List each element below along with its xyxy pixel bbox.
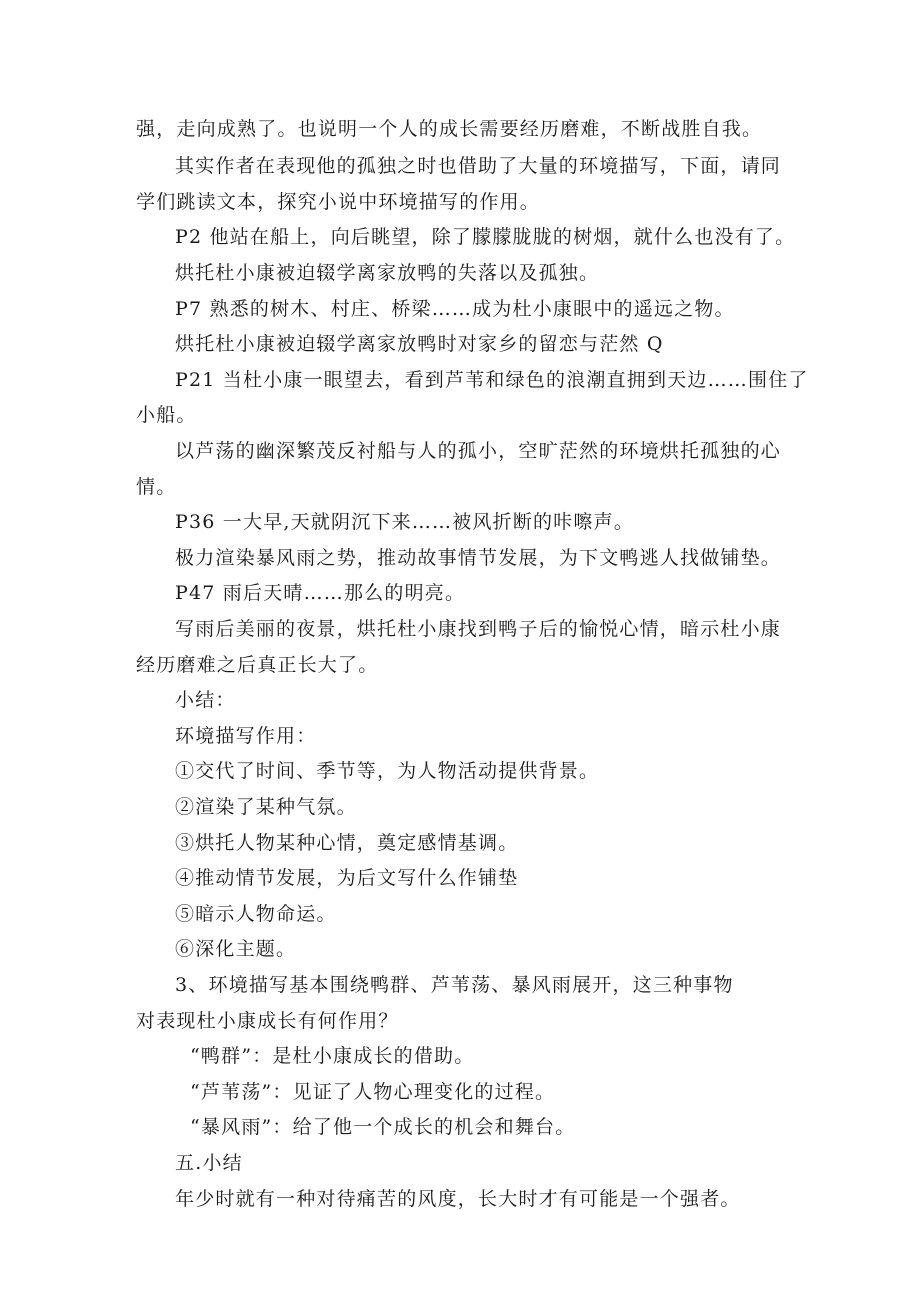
text-line: ⑤暗示人物命运。 xyxy=(175,903,337,925)
text-line: 烘托杜小康被迫辍学离家放鸭的失落以及孤独。 xyxy=(175,262,600,284)
text-line: 其实作者在表现他的孤独之时也借助了大量的环境描写，下面，请同 xyxy=(175,155,782,177)
text-line: ⑥深化主题。 xyxy=(175,938,297,960)
text-line: ③烘托人物某种心情，奠定感情基调。 xyxy=(175,832,519,854)
text-line: 经历磨难之后真正长大了。 xyxy=(136,654,379,676)
text-line: 烘托杜小康被迫辍学离家放鸭时对家乡的留恋与茫然 Q xyxy=(175,333,664,355)
text-line: 学们跳读文本，探究小说中环境描写的作用。 xyxy=(136,191,541,213)
text-line: 强，走向成熟了。也说明一个人的成长需要经历磨难，不断战胜自我。 xyxy=(136,118,763,140)
text-line: “暴风雨”：给了他一个成长的机会和舞台。 xyxy=(190,1116,576,1138)
text-line: 年少时就有一种对待痛苦的风度，长大时才有可能是一个强者。 xyxy=(175,1188,741,1210)
text-line: ②渲染了某种气氛。 xyxy=(175,796,357,818)
text-line: P7 熟悉的树木、村庄、桥梁……成为杜小康眼中的遥远之物。 xyxy=(175,298,735,320)
text-line: ①交代了时间、季节等，为人物活动提供背景。 xyxy=(175,760,600,782)
section-heading: 五.小结 xyxy=(175,1152,243,1174)
text-line: 小结： xyxy=(175,689,236,711)
text-line: 环境描写作用： xyxy=(175,725,317,747)
text-line: 情。 xyxy=(136,476,177,498)
text-line: ④推动情节发展，为后文写什么作铺垫 xyxy=(175,867,519,889)
text-line: 对表现杜小康成长有何作用？ xyxy=(136,1010,399,1032)
text-line: “鸭群”：是杜小康成长的借助。 xyxy=(190,1045,475,1067)
text-line: 以芦荡的幽深繁茂反衬船与人的孤小，空旷茫然的环境烘托孤独的心 xyxy=(175,440,782,462)
text-line: 小船。 xyxy=(136,404,197,426)
text-line: P2 他站在船上，向后眺望，除了朦朦胧胧的树烟，就什么也没有了。 xyxy=(175,226,796,248)
text-line: P21 当杜小康一眼望去，看到芦苇和绿色的浪潮直拥到天边……围住了 xyxy=(175,369,809,391)
text-line: P36 一大早,天就阴沉下来……被风折断的咔嚓声。 xyxy=(175,511,635,533)
text-line: 极力渲染暴风雨之势，推动故事情节发展，为下文鸭逃人找做铺垫。 xyxy=(175,547,782,569)
text-line: 3、环境描写基本围绕鸭群、芦苇荡、暴风雨展开，这三种事物 xyxy=(175,974,734,996)
text-line: P47 雨后天晴……那么的明亮。 xyxy=(175,582,466,604)
text-line: 写雨后美丽的夜景，烘托杜小康找到鸭子后的愉悦心情，暗示杜小康 xyxy=(175,618,782,640)
text-line: “芦苇荡”：见证了人物心理变化的过程。 xyxy=(190,1081,556,1103)
